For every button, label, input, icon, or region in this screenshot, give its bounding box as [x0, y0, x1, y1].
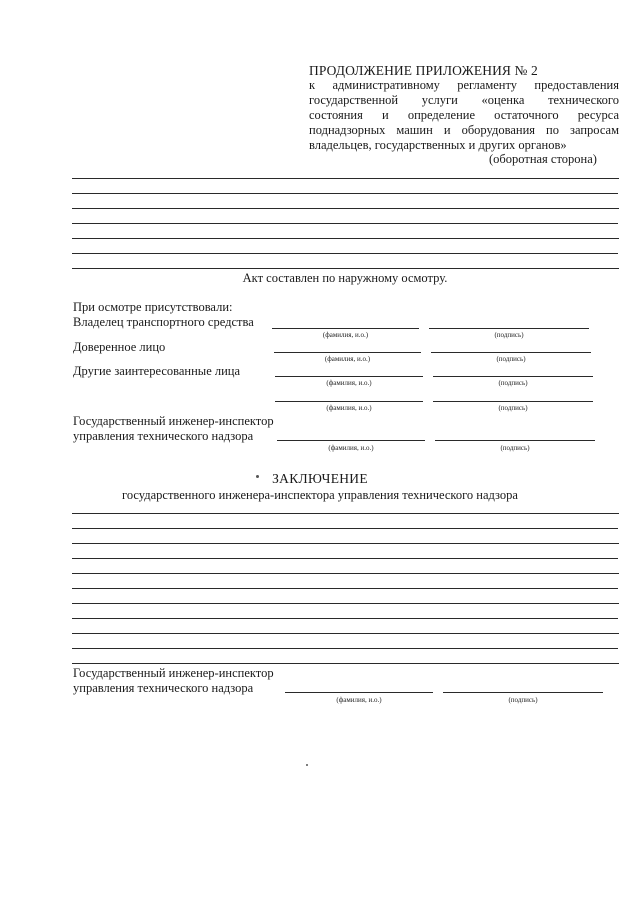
- conclusion-line[interactable]: [72, 573, 619, 574]
- inspector-name-field[interactable]: [277, 440, 425, 441]
- conclusion-title: ЗАКЛЮЧЕНИЕ: [272, 471, 368, 486]
- owner-label: Владелец транспортного средства: [73, 315, 254, 329]
- inspector-name-hint: (фамилия, и.о.): [328, 444, 374, 452]
- other-parties-signature-field[interactable]: [433, 376, 593, 377]
- act-caption: Акт составлен по наружному осмотру.: [242, 271, 448, 285]
- conclusion-line[interactable]: [72, 558, 618, 559]
- final-inspector-label-line-1: Государственный инженер-инспектор: [73, 666, 274, 680]
- blank-line[interactable]: [72, 208, 619, 209]
- extra-name-hint: (фамилия, и.о.): [326, 404, 372, 412]
- proxy-name-hint: (фамилия, и.о.): [324, 355, 371, 363]
- appendix-title: ПРОДОЛЖЕНИЕ ПРИЛОЖЕНИЯ № 2: [309, 63, 538, 78]
- conclusion-line[interactable]: [72, 528, 618, 529]
- conclusion-line[interactable]: [72, 633, 619, 634]
- blank-line[interactable]: [72, 268, 619, 269]
- regulation-line-2: государственной услуги «оценка технического: [309, 93, 619, 107]
- owner-name-hint: (фамилия, и.о.): [322, 331, 369, 339]
- conclusion-line[interactable]: [72, 603, 619, 604]
- inspector-label-line-2: управления технического надзора: [73, 429, 254, 443]
- conclusion-subtitle: государственного инженера-инспектора управления технического надзора: [122, 488, 518, 502]
- regulation-line-5: владельцев, государственных и других органов»: [309, 138, 567, 152]
- blank-line[interactable]: [72, 253, 618, 254]
- inspector-signature-hint: (подпись): [500, 444, 530, 452]
- regulation-line-3: состояния и определение остаточного ресурса: [309, 108, 619, 122]
- other-parties-name-field[interactable]: [275, 376, 423, 377]
- owner-name-field[interactable]: [272, 328, 419, 329]
- final-inspector-signature-hint: (подпись): [508, 696, 538, 704]
- conclusion-line[interactable]: [72, 618, 618, 619]
- conclusion-line[interactable]: [72, 663, 619, 664]
- blank-line[interactable]: [72, 193, 618, 194]
- extra-signature-field[interactable]: [433, 401, 593, 402]
- proxy-signature-hint: (подпись): [496, 355, 526, 363]
- owner-signature-field[interactable]: [429, 328, 589, 329]
- blank-line[interactable]: [72, 238, 619, 239]
- final-inspector-signature-field[interactable]: [443, 692, 603, 693]
- proxy-label: Доверенное лицо: [73, 340, 166, 354]
- inspector-signature-field[interactable]: [435, 440, 595, 441]
- conclusion-line[interactable]: [72, 588, 618, 589]
- other-parties-signature-hint: (подпись): [498, 379, 528, 387]
- reverse-side-note: (оборотная сторона): [489, 152, 597, 166]
- owner-signature-hint: (подпись): [494, 331, 524, 339]
- proxy-name-field[interactable]: [274, 352, 421, 353]
- final-inspector-name-field[interactable]: [285, 692, 433, 693]
- proxy-signature-field[interactable]: [431, 352, 591, 353]
- other-parties-name-hint: (фамилия, и.о.): [326, 379, 372, 387]
- regulation-line-1: к административному регламенту предоставления: [309, 78, 619, 92]
- conclusion-line[interactable]: [72, 513, 619, 514]
- blank-line[interactable]: [72, 223, 618, 224]
- other-parties-label: Другие заинтересованные лица: [73, 364, 241, 378]
- blank-line[interactable]: [72, 178, 619, 179]
- final-inspector-label-line-2: управления технического надзора: [73, 681, 254, 695]
- extra-name-field[interactable]: [275, 401, 423, 402]
- inspector-label-line-1: Государственный инженер-инспектор: [73, 414, 274, 428]
- conclusion-line[interactable]: [72, 648, 618, 649]
- scan-speck: [306, 764, 308, 766]
- regulation-line-4: поднадзорных машин и оборудования по запросам: [309, 123, 619, 137]
- present-heading: При осмотре присутствовали:: [73, 300, 233, 314]
- conclusion-line[interactable]: [72, 543, 619, 544]
- final-inspector-name-hint: (фамилия, и.о.): [336, 696, 382, 704]
- extra-signature-hint: (подпись): [498, 404, 528, 412]
